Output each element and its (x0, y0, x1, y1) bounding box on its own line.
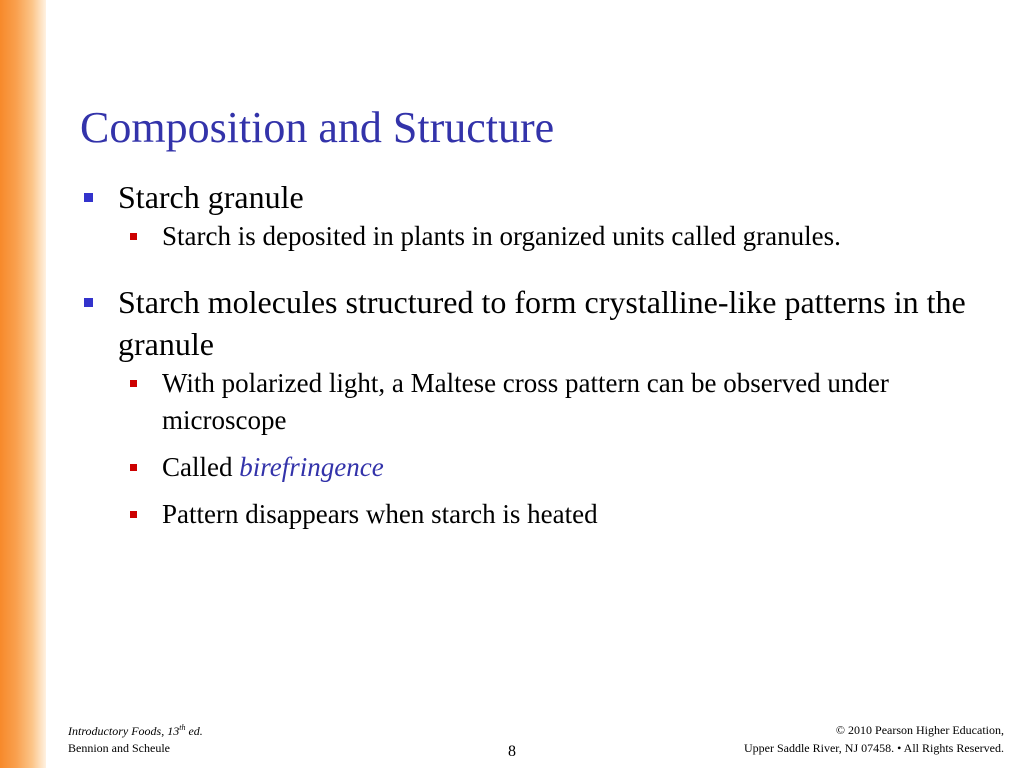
key-term: birefringence (239, 452, 384, 482)
square-bullet-icon (130, 233, 137, 240)
bullet-text: Pattern disappears when starch is heated (162, 499, 598, 529)
bullet-level2 (118, 365, 980, 439)
page-number: 8 (508, 743, 516, 760)
bullet-text: Starch is deposited in plants in organized units called granules. (162, 221, 841, 251)
bullet-level2 (118, 449, 980, 486)
bullet-text: Starch granule (118, 179, 304, 215)
book-authors: Bennion and Scheule (68, 741, 170, 755)
footer-copyright (744, 721, 1004, 757)
book-title: Introductory Foods, 13th ed. (68, 723, 203, 738)
square-bullet-icon (130, 511, 137, 518)
bullet-text: With polarized light, a Maltese cross pattern can be observed under microscope (162, 368, 889, 435)
copyright-line-1: © 2010 Pearson Higher Education, (835, 723, 1004, 737)
bullet-level2 (118, 496, 980, 533)
square-bullet-icon (130, 464, 137, 471)
bullet-text: Starch molecules structured to form crystalline-like patterns in the granule (118, 284, 966, 362)
orange-gradient-bar (0, 0, 46, 768)
bullet-level1 (80, 281, 980, 365)
slide-title: Composition and Structure (80, 103, 555, 152)
bullet-level1 (80, 176, 980, 218)
bullet-prefix: Called (162, 452, 240, 482)
square-bullet-icon (130, 380, 137, 387)
copyright-line-2: Upper Saddle River, NJ 07458. • All Rights Reserved. (743, 741, 1004, 755)
bullet-level2 (118, 218, 980, 255)
footer-book-info (68, 723, 203, 757)
square-bullet-icon (84, 193, 93, 202)
square-bullet-icon (84, 298, 93, 307)
slide-body (80, 176, 980, 533)
